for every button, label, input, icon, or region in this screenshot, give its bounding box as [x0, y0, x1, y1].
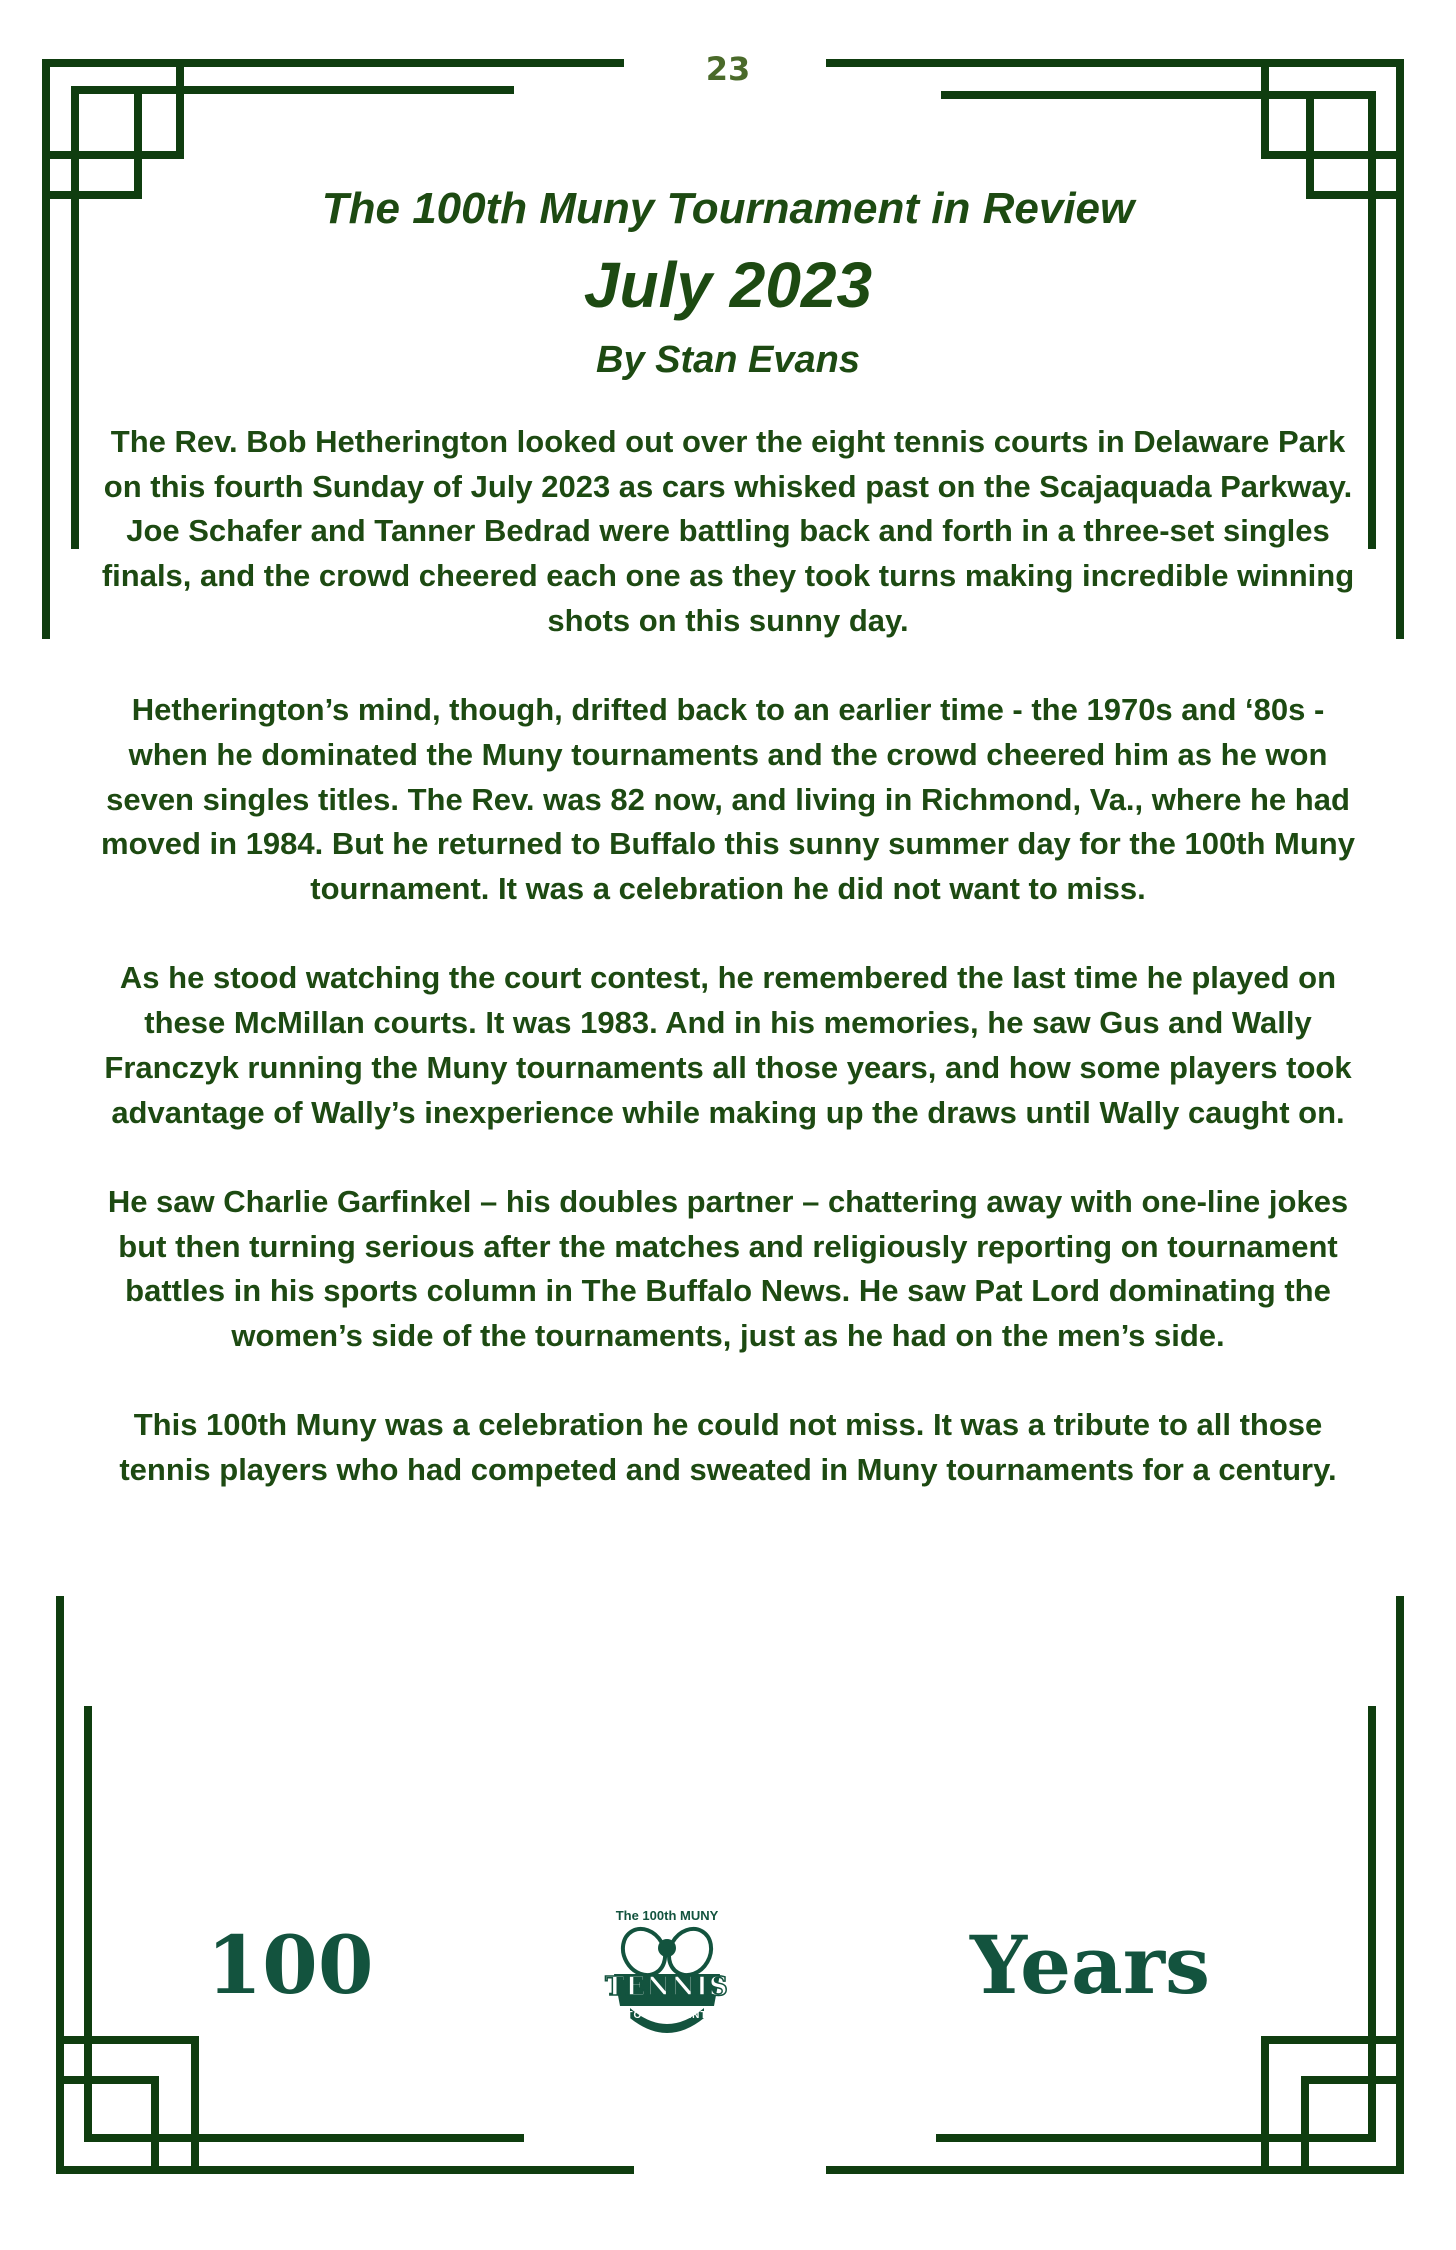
paragraph: The Rev. Bob Hetherington looked out over the eight tennis courts in Delaware Park on this fourth Sunday of July 2023 as cars whisked past on the Scajaquada Parkway. Joe Schafer and Tanner Bedrad were battling back and forth in a three-set singles finals, and the crowd cheered each one as they took turns making incredible winning shots on this sunny day. — [101, 424, 1355, 638]
paragraph: As he stood watching the court contest, he remembered the last time he played on these McMillan courts. It was 1983. And in his memories, he saw Gus and Wally Franczyk running the Muny tournaments all those years, and how some players took advantage of Wally’s inexperience while making up the draws until Wally caught on. — [104, 960, 1352, 1130]
page-number: 23 — [705, 50, 751, 88]
article-title: July 2023 — [583, 249, 873, 321]
tennis-logo — [592, 1908, 742, 2048]
article-header — [0, 178, 1456, 390]
paragraph: This 100th Muny was a celebration he could not miss. It was a tribute to all those tennis players who had competed and sweated in Muny tournaments for a century. — [119, 1407, 1337, 1488]
footer-hundred: 100 — [206, 1918, 374, 2012]
article-body — [90, 420, 1366, 1538]
paragraph: Hetherington’s mind, though, drifted back to an earlier time - the 1970s and ‘80s - when he dominated the Muny tournaments and the crowd cheered him as he won seven singles titles. The Rev. was 82 now, and living in Richmond, Va., where he had moved in 1984. But he returned to Buffalo this sunny summer day for the 100th Muny tournament. It was a celebration he did not want to miss. — [101, 692, 1355, 907]
logo-top-text: The 100th MUNY — [615, 1908, 719, 1923]
frame-corner-bottom-right — [830, 1600, 1400, 2170]
footer-years: Years — [969, 1918, 1211, 2012]
logo-word: TENNIS — [605, 1972, 729, 2002]
frame-corner-bottom-left — [60, 1600, 630, 2170]
paragraph: He saw Charlie Garfinkel – his doubles partner – chattering away with one-line jokes but then turning serious after the matches and religiously reporting on tournament battles in his sports column in The Buffalo News. He saw Pat Lord dominating the women’s side of the tournaments, just as he had on the men’s side. — [107, 1183, 1349, 1354]
logo-bottom-text: TOURNAMENT — [626, 2010, 708, 2021]
article-byline: By Stan Evans — [596, 339, 860, 381]
article-subtitle: The 100th Muny Tournament in Review — [321, 184, 1135, 233]
